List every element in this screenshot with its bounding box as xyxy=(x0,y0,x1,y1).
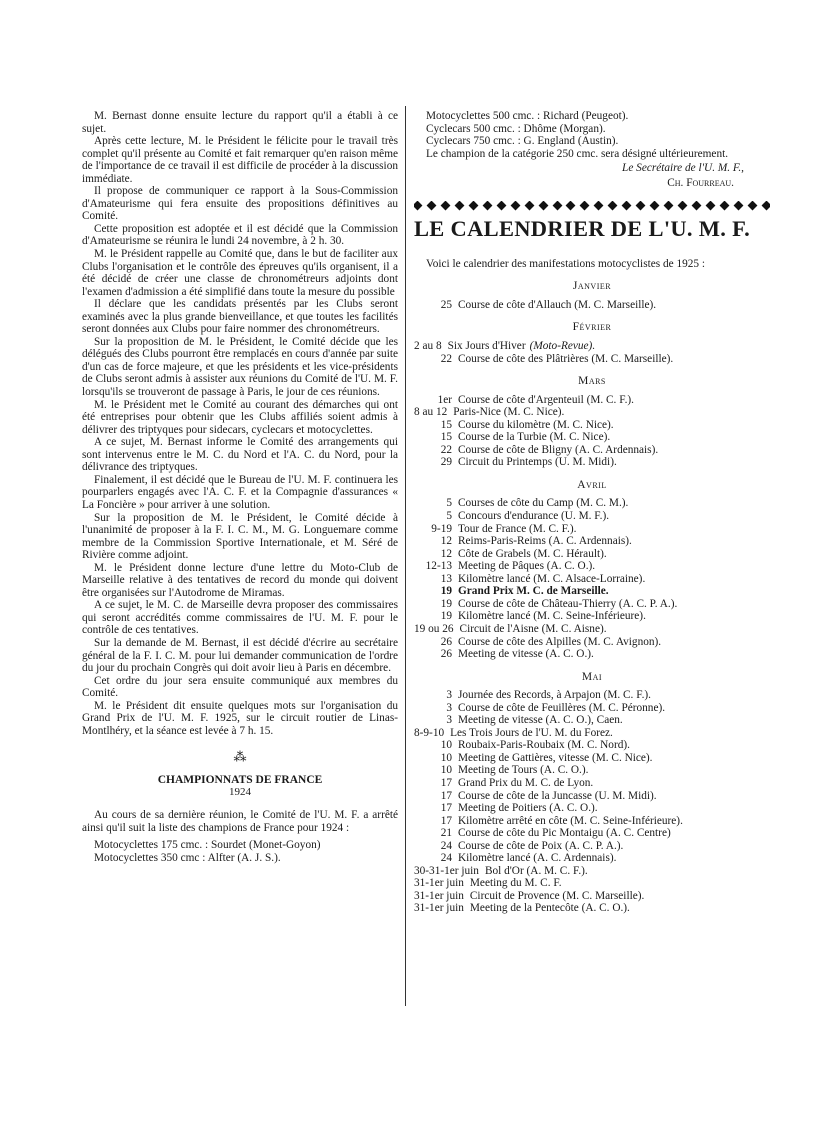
calendar-event xyxy=(414,353,770,366)
ornament-diamond xyxy=(468,201,478,210)
event-date: 10 xyxy=(440,739,452,752)
calendar xyxy=(414,280,770,915)
paragraph: M. le Président dit ensuite quelques mots sur l'organisation du Grand Prix de l'U. M. F. 1925, sur le circuit routier de Linas-Montlhéry, et la séance est levée à 7 h. 15. xyxy=(82,699,398,737)
calendar-event xyxy=(414,535,770,548)
calendar-event xyxy=(414,623,770,636)
event-date: 5 xyxy=(446,510,452,523)
event-title: Circuit de l'Aisne (M. C. Aisne). xyxy=(459,622,607,635)
calendar-event xyxy=(414,777,770,790)
ornament-diamond xyxy=(678,201,688,210)
paragraph: M. Bernast donne ensuite lecture du rapport qu'il a établi à ce sujet. xyxy=(82,110,398,135)
event-date: 12 xyxy=(440,547,452,560)
paragraph: Cet ordre du jour sera ensuite communiqué aux membres du Comité. xyxy=(82,674,398,700)
event-date: 26 xyxy=(440,648,452,661)
calendar-event xyxy=(414,764,770,777)
champion-entry: Cyclecars 500 cmc. : Dhôme (Morgan). xyxy=(426,122,606,135)
event-date: 25 xyxy=(440,298,452,311)
event-title: Meeting de Gattières, vitesse (M. C. Nice). xyxy=(458,751,653,764)
calendar-event xyxy=(414,727,770,740)
calendar-event xyxy=(414,299,770,312)
event-title: Reims-Paris-Reims (A. C. Ardennais). xyxy=(458,535,632,548)
event-date: 9-19 xyxy=(431,522,452,535)
ornament-diamond xyxy=(761,201,770,210)
calendar-event xyxy=(414,610,770,623)
event-title: Course de côte de la Juncasse (U. M. Midi). xyxy=(458,789,657,802)
calendar-event xyxy=(414,714,770,727)
event-date: 21 xyxy=(440,827,452,840)
ornament-diamond xyxy=(482,201,492,210)
event-title: Six Jours d'Hiver xyxy=(447,340,526,353)
paragraph: A ce sujet, le M. C. de Marseille devra proposer des commissaires qui seront accrédités comme commissaires de l'U. M. F. pour le contrôle de ces tentatives. xyxy=(82,599,398,637)
event-date: 10 xyxy=(440,764,452,777)
signature-role: Le Secrétaire de l'U. M. F., xyxy=(622,162,744,175)
event-date: 22 xyxy=(440,443,452,456)
event-title: Concours d'endurance (U. M. F.). xyxy=(458,510,610,523)
event-date: 22 xyxy=(440,352,452,365)
event-organizer: (Moto-Revue). xyxy=(529,340,596,353)
event-date: 10 xyxy=(440,751,452,764)
championships-intro: Au cours de sa dernière réunion, le Comité de l'U. M. F. a arrêté ainsi qu'il suit la liste des champions de France pour 1924 : xyxy=(82,808,398,834)
event-title: Course de côte des Alpilles (M. C. Avignon). xyxy=(458,635,662,648)
champion-entry: Cyclecars 750 cmc. : G. England (Austin). xyxy=(426,135,619,148)
event-title: Circuit du Printemps (U. M. Midi). xyxy=(458,456,617,469)
event-date: 12 xyxy=(440,535,452,548)
event-date: 31-1er juin xyxy=(414,902,464,915)
event-date: 17 xyxy=(440,776,452,789)
event-title: Kilomètre lancé (A. C. Ardennais). xyxy=(458,852,617,865)
champion-entry: Motocyclettes 500 cmc. : Richard (Peugeot). xyxy=(426,110,629,122)
event-date: 8-9-10 xyxy=(414,726,445,739)
event-title: Grand Prix M. C. de Marseille. xyxy=(458,585,609,598)
separator-asterism: ⁂ xyxy=(233,749,247,765)
ornament-diamond xyxy=(664,201,674,210)
ornament-diamond xyxy=(566,201,576,210)
calendar-event xyxy=(414,689,770,702)
event-date: 3 xyxy=(446,714,452,727)
calendar-event xyxy=(414,802,770,815)
ornament-diamond xyxy=(496,201,506,210)
calendar-event xyxy=(414,497,770,510)
event-date: 24 xyxy=(440,852,452,865)
event-title: Kilomètre lancé (M. C. Seine-Inférieure). xyxy=(458,610,646,623)
calendar-intro: Voici le calendrier des manifestations motocyclistes de 1925 : xyxy=(426,257,706,270)
paragraph: Sur la proposition de M. le Président, le Comité décide que les délégués des Clubs pourront être remplacés en cours d'année par suite d'un cas de force majeure, et que les présidents et les vice-présidents de Clubs seront admis à assister aux réunions du Comité de l'U. M. F. lorsqu'ils se trouveront de passage à Paris, le jour de ces réunions. xyxy=(82,335,398,399)
event-title: Meeting de la Pentecôte (A. C. O.). xyxy=(469,902,630,915)
event-title: Course de côte d'Allauch (M. C. Marseille). xyxy=(458,298,657,311)
calendar-event xyxy=(414,890,770,903)
ornament-diamond xyxy=(650,201,660,210)
calendar-event xyxy=(414,877,770,890)
ornament-diamond xyxy=(552,201,562,210)
event-title: Paris-Nice (M. C. Nice). xyxy=(453,406,565,419)
ornament-diamond xyxy=(454,201,464,210)
event-date: 15 xyxy=(440,418,452,431)
calendar-event xyxy=(414,444,770,457)
ornament-diamond xyxy=(733,201,743,210)
month-heading: Mars xyxy=(578,375,606,388)
event-title: Kilomètre arrêté en côte (M. C. Seine-Inférieure). xyxy=(458,814,683,827)
champions-list xyxy=(82,839,398,864)
event-title: Journée des Records, à Arpajon (M. C. F.). xyxy=(458,689,651,702)
champions-list-continued xyxy=(414,110,770,148)
event-date: 26 xyxy=(440,635,452,648)
month-heading: Avril xyxy=(577,478,607,491)
event-date: 17 xyxy=(440,802,452,815)
event-title: Meeting de Pâques (A. C. O.). xyxy=(458,560,596,573)
calendar-event xyxy=(414,585,770,598)
calendar-event xyxy=(414,852,770,865)
ornament-diamond xyxy=(427,201,437,210)
paragraph: Finalement, il est décidé que le Bureau de l'U. M. F. continuera les pourparlers engagés avec l'A. C. F. et la Compagnie d'assurances « La Foncière » pour arriver à une solution. xyxy=(82,473,398,511)
calendar-event xyxy=(414,456,770,469)
event-date: 2 au 8 xyxy=(414,340,442,353)
paragraph: Il propose de communiquer ce rapport à la Sous-Commission d'Amateurisme qui fera ensuite des propositions définitives au Comité. xyxy=(82,185,398,223)
event-title: Courses de côte du Camp (M. C. M.). xyxy=(458,497,629,510)
calendar-event xyxy=(414,636,770,649)
event-date: 31-1er juin xyxy=(414,877,464,890)
event-title: Les Trois Jours de l'U. M. du Forez. xyxy=(450,726,613,739)
month-heading: Mai xyxy=(581,670,603,683)
event-title: Meeting de vitesse (A. C. O.). xyxy=(458,648,594,661)
event-title: Course de côte du Pic Montaigu (A. C. Centre) xyxy=(458,827,671,840)
event-date: 3 xyxy=(446,701,452,714)
event-title: Meeting du M. C. F. xyxy=(469,877,562,890)
paragraph: Sur la proposition de M. le Président, le Comité décide à l'unanimité de proposer à la F. I. C. M., M. G. Longuemare comme membre de la Commission Sportive Internationale, et M. Séré de Rivière comme adjoint. xyxy=(82,511,398,562)
calendar-event xyxy=(414,702,770,715)
ornament-diamond xyxy=(538,201,548,210)
champion-entry: Motocyclettes 175 cmc. : Sourdet (Monet-Goyon) xyxy=(94,839,321,852)
calendar-event xyxy=(414,573,770,586)
event-title: Kilomètre lancé (M. C. Alsace-Lorraine). xyxy=(458,572,646,585)
event-date: 1er xyxy=(437,393,452,406)
event-date: 19 xyxy=(440,597,452,610)
calendar-event xyxy=(414,739,770,752)
right-column xyxy=(414,110,770,915)
event-title: Course de côte de Château-Thierry (A. C. P. A.). xyxy=(458,597,678,610)
minutes-text xyxy=(82,110,398,737)
paragraph: M. le Président rappelle au Comité que, dans le but de faciliter aux Clubs l'organisation et le contrôle des épreuves qu'ils organisent, il a été décidé de créer une classe de chronométreurs adjoints dont l'examen d'admission a été simplifié dans toute la mesure du possible xyxy=(82,248,398,298)
event-title: Meeting de Poitiers (A. C. O.). xyxy=(458,802,598,815)
ornament-diamond xyxy=(580,201,590,210)
ornament-diamond xyxy=(636,201,646,210)
calendar-event xyxy=(414,523,770,536)
left-column xyxy=(82,110,398,864)
ornament-diamond xyxy=(524,201,534,210)
paragraph: A ce sujet, M. Bernast informe le Comité des arrangements qui sont intervenus entre le M. C. du Nord et l'A. C. du Nord, pour la délivrance des triptyques. xyxy=(82,436,398,474)
event-title: Meeting de Tours (A. C. O.). xyxy=(458,764,589,777)
ornament-diamond xyxy=(706,201,716,210)
event-title: Course de côte des Plâtrières (M. C. Marseille). xyxy=(458,352,674,365)
event-date: 8 au 12 xyxy=(414,406,448,419)
calendar-event xyxy=(414,394,770,407)
event-title: Course de côte de Feuillères (M. C. Péronne). xyxy=(458,701,666,714)
calendar-event xyxy=(414,752,770,765)
paragraph: M. le Président met le Comité au courant des démarches qui ont été entreprises pour obtenir que les Clubs affiliés soient admis à délivrer des triptyques pour sidecars, cyclecars et motocyclettes. xyxy=(82,398,398,436)
calendar-event xyxy=(414,548,770,561)
event-date: 3 xyxy=(446,689,452,702)
calendar-event xyxy=(414,560,770,573)
event-date: 19 ou 26 xyxy=(414,622,454,635)
ornament-diamond xyxy=(608,201,618,210)
event-date: 17 xyxy=(440,814,452,827)
champion-entry: Motocyclettes 350 cmc : Alfter (A. J. S.). xyxy=(94,851,281,864)
champion-note: Le champion de la catégorie 250 cmc. sera désigné ultérieurement. xyxy=(426,147,729,160)
paragraph: Après cette lecture, M. le Président le félicite pour le travail très complet qu'il présente au Comité et fait remarquer qu'en raison même de l'importance de ce travail il est difficile de procéder à la discussion immédiate. xyxy=(82,135,398,185)
paragraph: Il déclare que les candidats présentés par les Clubs seront examinés avec la plus grande bienveillance, et que toutes les facilités seront données aux Clubs pour faire nommer des chronométreurs. xyxy=(82,298,398,336)
calendar-event xyxy=(414,815,770,828)
paragraph: Cette proposition est adoptée et il est décidé que la Commission d'Amateurisme se réunira le lundi 24 novembre, à 2 h. 30. xyxy=(82,222,398,248)
event-title: Tour de France (M. C. F.). xyxy=(458,522,577,535)
event-date: 5 xyxy=(446,497,452,510)
calendar-event xyxy=(414,340,770,353)
event-date: 30-31-1er juin xyxy=(414,864,479,877)
event-title: Course de la Turbie (M. C. Nice). xyxy=(458,431,611,444)
championships-year: 1924 xyxy=(229,786,251,799)
event-title: Côte de Grabels (M. C. Hérault). xyxy=(458,547,607,560)
ornament-diamond xyxy=(720,201,730,210)
ornament-diamond xyxy=(414,201,422,210)
calendar-event xyxy=(414,648,770,661)
ornament-diamond xyxy=(692,201,702,210)
calendar-event xyxy=(414,431,770,444)
event-title: Course de côte de Poix (A. C. P. A.). xyxy=(458,839,624,852)
calendar-event xyxy=(414,827,770,840)
calendar-event xyxy=(414,406,770,419)
calendar-event xyxy=(414,790,770,803)
month-heading: Janvier xyxy=(572,280,612,293)
calendar-title: LE CALENDRIER DE L'U. M. F. xyxy=(414,216,751,242)
event-title: Course du kilomètre (M. C. Nice). xyxy=(458,418,614,431)
event-date: 31-1er juin xyxy=(414,889,464,902)
event-date: 15 xyxy=(440,431,452,444)
event-title: Course de côte de Bligny (A. C. Ardennais). xyxy=(458,443,659,456)
signature-name: Ch. Fourreau. xyxy=(667,176,734,189)
ornament-diamond xyxy=(440,201,450,210)
calendar-event xyxy=(414,598,770,611)
ornament-diamond xyxy=(510,201,520,210)
calendar-event xyxy=(414,510,770,523)
championships-title: CHAMPIONNATS DE FRANCE xyxy=(157,773,323,786)
event-date: 13 xyxy=(440,572,452,585)
event-date: 19 xyxy=(440,610,452,623)
event-title: Bol d'Or (A. M. C. F.). xyxy=(484,864,588,877)
ornament-diamond xyxy=(747,201,757,210)
column-rule xyxy=(405,106,406,1006)
event-title: Course de côte d'Argenteuil (M. C. F.). xyxy=(458,393,634,406)
calendar-event xyxy=(414,865,770,878)
calendar-event xyxy=(414,419,770,432)
event-title: Grand Prix du M. C. de Lyon. xyxy=(458,776,594,789)
event-date: 29 xyxy=(440,456,452,469)
event-title: Roubaix-Paris-Roubaix (M. C. Nord). xyxy=(458,739,630,752)
event-date: 24 xyxy=(440,839,452,852)
paragraph: Sur la demande de M. Bernast, il est décidé d'écrire au secrétaire général de la F. I. C. M. pour lui demander communication de l'ordre du jour du prochain Congrès qui doit avoir lieu à Paris en décembre. xyxy=(82,636,398,675)
month-heading: Février xyxy=(572,321,612,334)
event-date: 12-13 xyxy=(425,560,452,573)
event-title: Meeting de vitesse (A. C. O.), Caen. xyxy=(458,714,623,727)
calendar-event xyxy=(414,840,770,853)
ornament-diamond xyxy=(622,201,632,210)
ornament-diamond xyxy=(594,201,604,210)
ornamental-rule xyxy=(414,201,770,211)
paragraph: M. le Président donne lecture d'une lettre du Moto-Club de Marseille relative à des tentatives de record du monde qui doivent être organisées sur l'Autodrome de Miramas. xyxy=(82,561,398,599)
event-title: Circuit de Provence (M. C. Marseille). xyxy=(469,889,645,902)
calendar-event xyxy=(414,902,770,915)
event-date: 19 xyxy=(440,585,452,598)
event-date: 17 xyxy=(440,789,452,802)
